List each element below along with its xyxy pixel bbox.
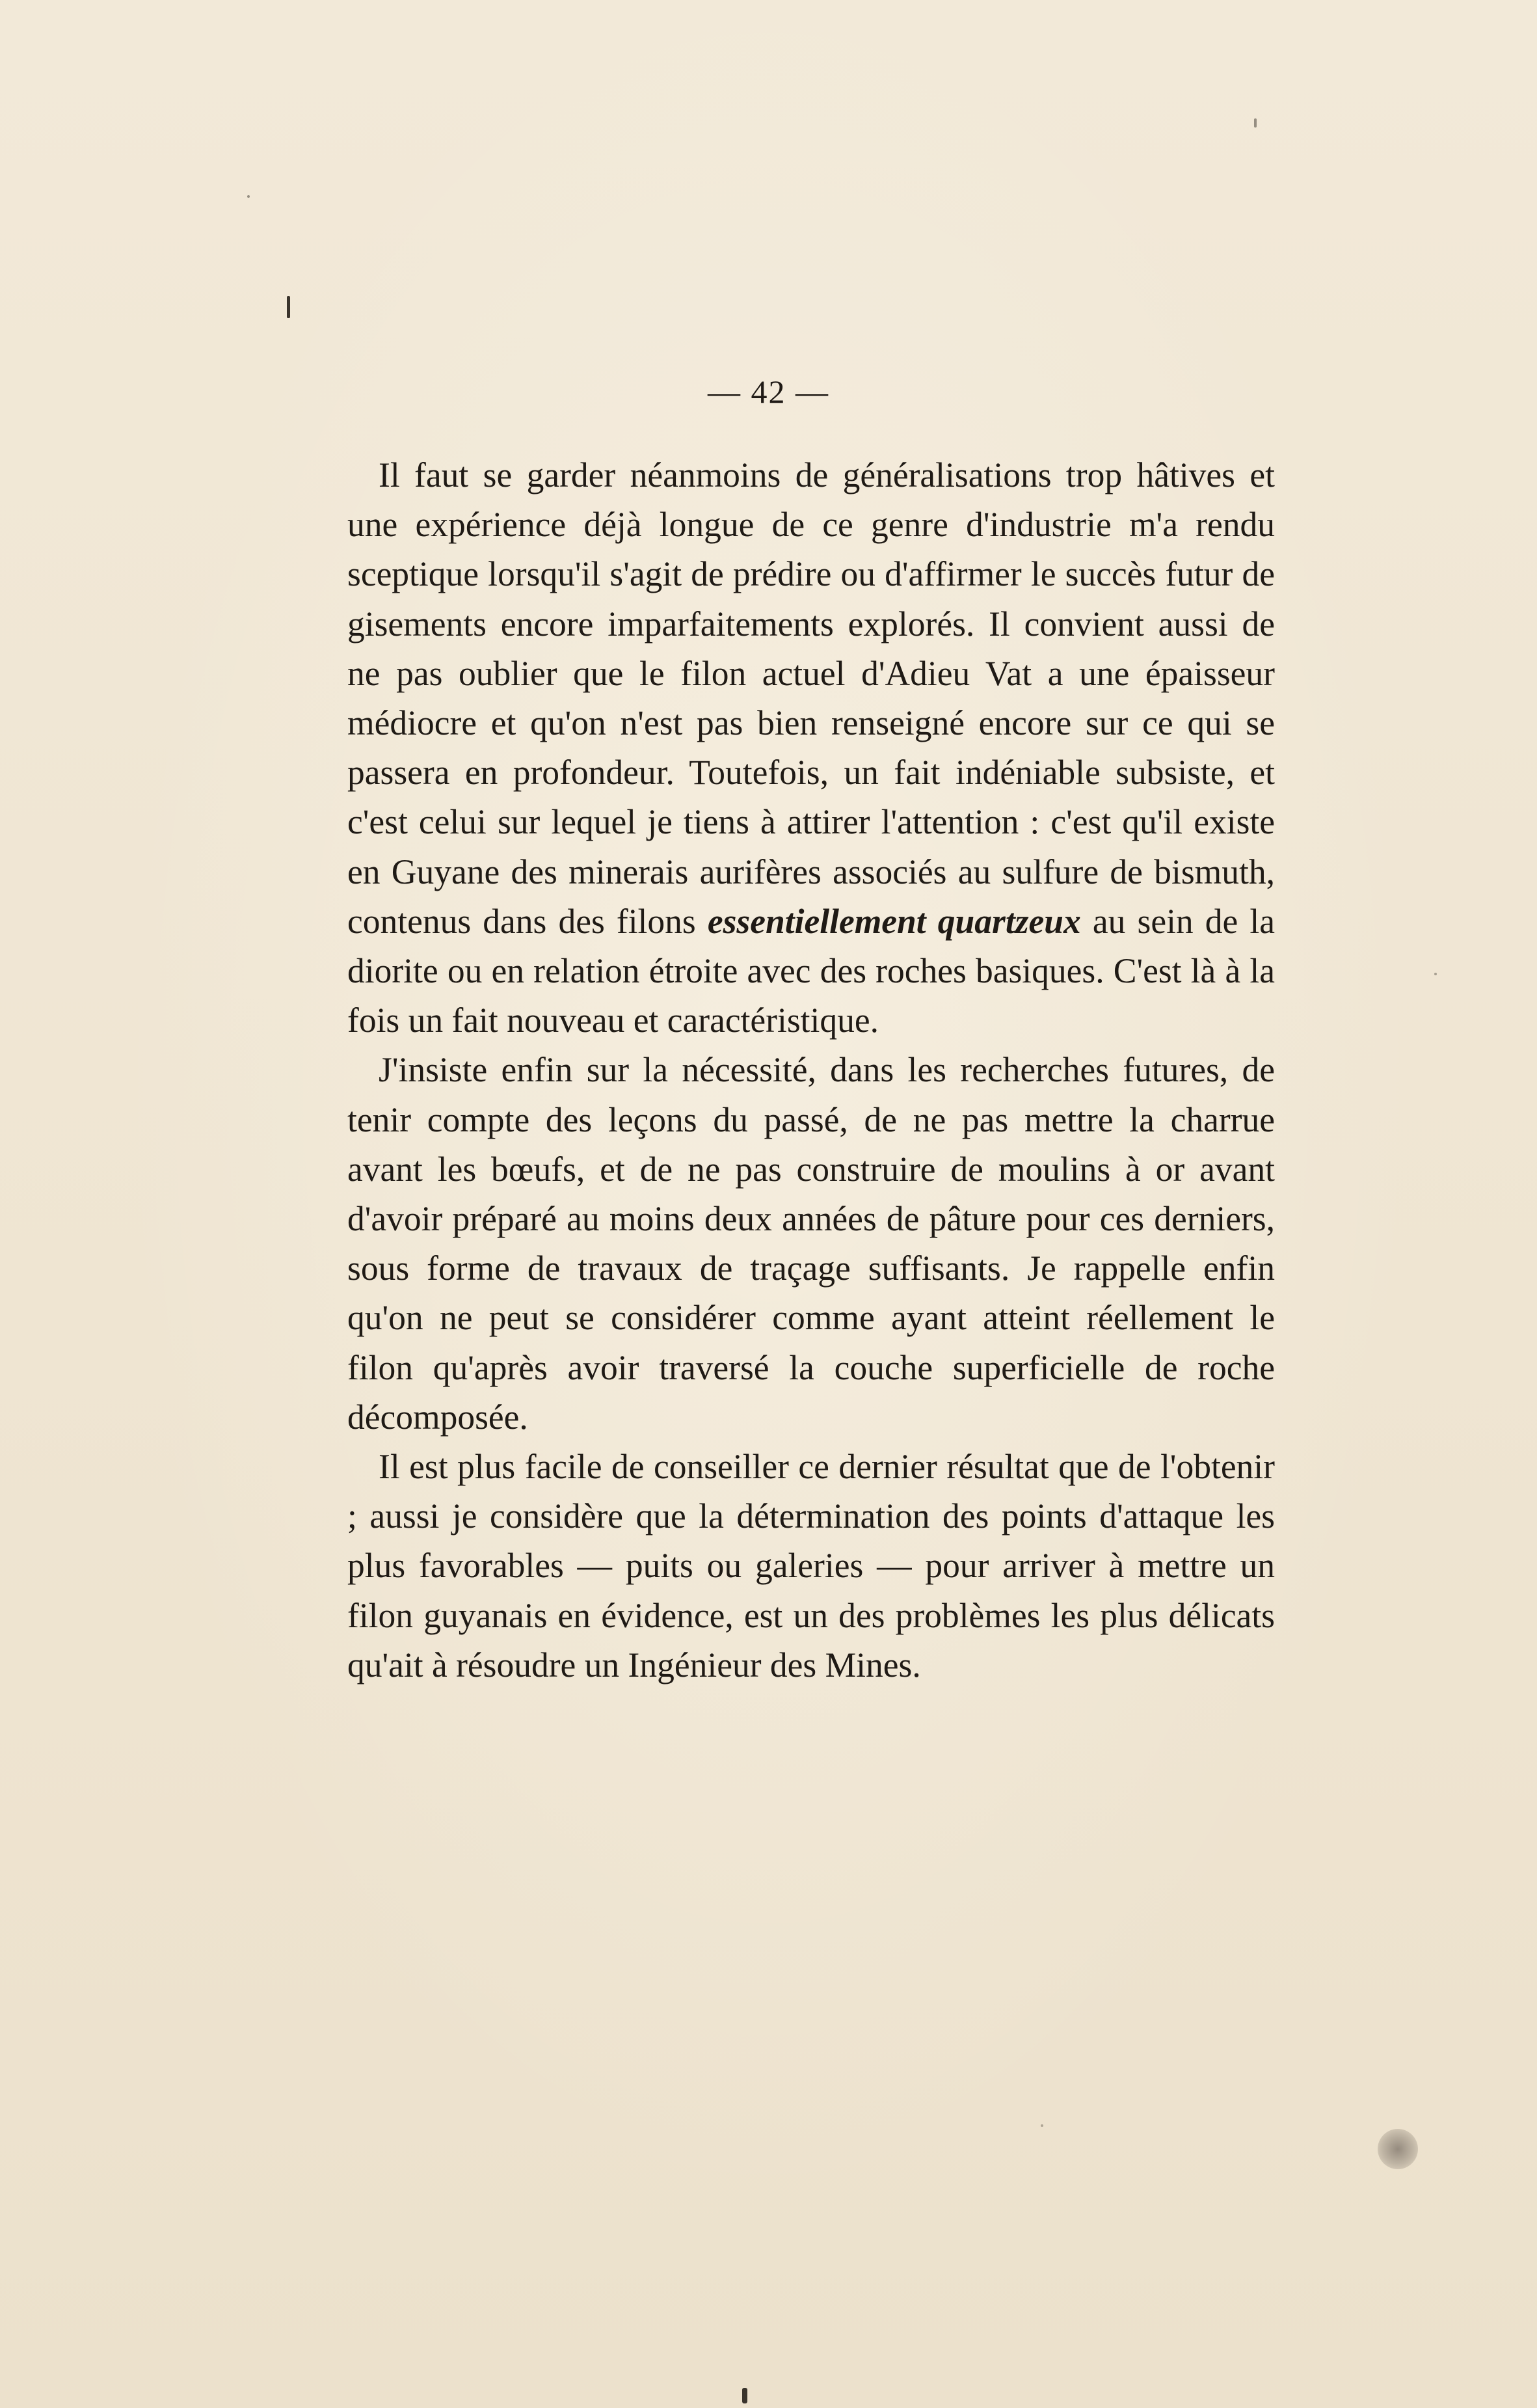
paragraph-1-text-end: au sein de la diorite ou en relation étroite avec des roches basiques. C'est là à la fois un fait nouveau et caractéristique. bbox=[347, 901, 1276, 1040]
scan-speck bbox=[1434, 973, 1437, 975]
scan-speck bbox=[1041, 2124, 1043, 2127]
page-number: — 42 — bbox=[708, 373, 829, 410]
paragraph-1 bbox=[347, 450, 1275, 1045]
emphasized-phrase: essentiellement quartzeux bbox=[707, 901, 1081, 941]
scan-speck bbox=[247, 195, 250, 198]
scan-speck bbox=[1254, 118, 1257, 128]
body-text bbox=[347, 450, 1275, 1690]
paragraph-1-text-start: Il faut se garder néanmoins de généralisations trop hâtives et une expérience déjà longue de ce genre d'industrie m'a rendu sceptique lorsqu'il s'agit de prédire ou d'affirmer le succès futur de gisements encore imparfaitements explorés. Il convient aussi de ne pas oublier que le filon actuel d'Adieu Vat a une épaisseur médiocre et qu'on n'est pas bien renseigné encore sur ce qui se passera en profondeur. Toutefois, un fait indéniable subsiste, et c'est celui sur lequel je tiens à attirer l'attention : c'est qu'il existe en Guyane des minerais aurifères associés au sulfure de bismuth, contenus dans des filons bbox=[347, 455, 1275, 941]
paragraph-2: J'insiste enfin sur la nécessité, dans les recherches futures, de tenir compte des leçons du passé, de ne pas mettre la charrue avant les bœufs, et de ne pas construire de moulins à or avant d'avoir préparé au moins deux années de pâture pour ces derniers, sous forme de travaux de traçage suffisants. Je rappelle enfin qu'on ne peut se considérer comme ayant atteint réellement le filon qu'après avoir traversé la couche superficielle de roche décomposée. bbox=[347, 1050, 1275, 1437]
paragraph-3: Il est plus facile de conseiller ce dernier résultat que de l'obtenir ; aussi je considère que la détermination des points d'attaque les plus favorables — puits ou galeries — pour arriver à mettre un filon guyanais en évidence, est un des problèmes les plus délicats qu'ait à résoudre un Ingénieur des Mines. bbox=[347, 1447, 1275, 1684]
scan-speck bbox=[287, 296, 290, 318]
scan-speck bbox=[742, 2388, 747, 2403]
scan-stain bbox=[1378, 2129, 1418, 2169]
